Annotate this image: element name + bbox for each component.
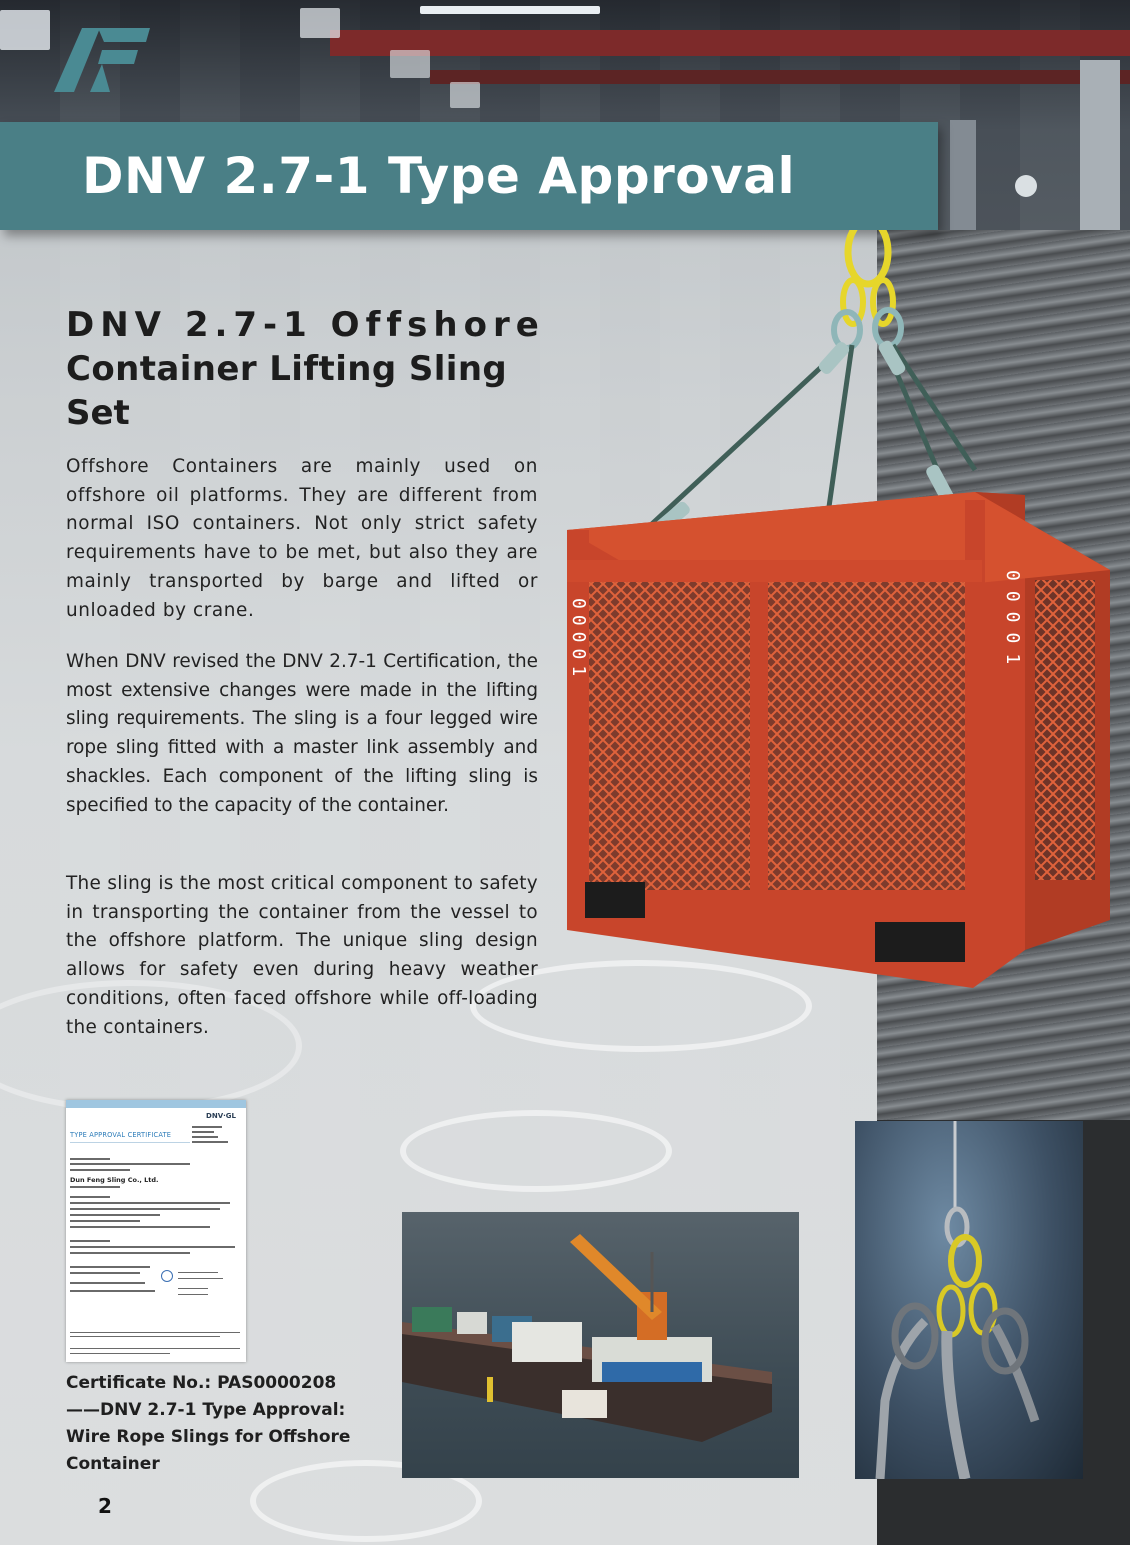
certificate-seal-icon — [161, 1270, 173, 1282]
caption-line: Certificate No.: PAS0000208 — [66, 1373, 337, 1393]
text-line — [70, 1163, 190, 1165]
certificate-header-bar — [66, 1100, 246, 1108]
text-line — [178, 1272, 218, 1273]
heading-line: Set — [66, 393, 130, 433]
certificate-thumbnail — [66, 1100, 246, 1362]
text-line — [70, 1186, 120, 1188]
text-line — [70, 1220, 140, 1222]
text-line — [70, 1272, 140, 1274]
footer-line — [70, 1348, 240, 1349]
text-line — [70, 1290, 155, 1292]
crane-beam — [330, 30, 1130, 56]
text-line — [70, 1332, 240, 1333]
window — [390, 50, 430, 78]
text-line — [192, 1126, 222, 1128]
certificate-caption — [66, 1370, 366, 1478]
caption-line: Wire Rope Slings for Offshore — [66, 1427, 351, 1447]
article-paragraph: Offshore Containers are mainly used on offshore oil platforms. They are different from normal ISO containers. Not only strict safety requirements have to be met, but also they are mainly transported by barge and lifted or unloaded by crane. — [66, 456, 538, 621]
certificate-title: TYPE APPROVAL CERTIFICATE — [70, 1131, 172, 1139]
barge-crane-photo — [402, 1212, 799, 1478]
text-line — [70, 1208, 220, 1210]
text-line — [70, 1282, 145, 1284]
rope-coil-decoration — [400, 1110, 672, 1192]
ceiling-light — [420, 6, 600, 14]
storm-sling-photo — [855, 1121, 1083, 1479]
caption-line: Container — [66, 1454, 160, 1474]
text-line — [178, 1278, 223, 1279]
window — [450, 82, 480, 108]
sling-chain-illustration — [855, 1121, 1083, 1479]
text-line — [192, 1136, 218, 1138]
container-serial: 00001 — [1002, 570, 1023, 675]
af-logo-icon — [52, 20, 152, 94]
text-line — [70, 1169, 130, 1171]
text-line — [70, 1226, 210, 1228]
container-serial: 00001 — [568, 598, 589, 683]
text-line — [192, 1131, 214, 1133]
certificate-company: Dun Feng Sling Co., Ltd. — [70, 1176, 159, 1184]
container-sling-photo — [555, 230, 1130, 1000]
crane-beam — [430, 70, 1130, 84]
window — [0, 10, 50, 50]
barge-illustration — [402, 1212, 799, 1478]
heading-line: Container Lifting Sling — [66, 349, 508, 389]
rule-line — [70, 1142, 190, 1143]
text-line — [70, 1158, 110, 1160]
text-line — [70, 1240, 110, 1242]
text-line — [70, 1196, 110, 1198]
text-line — [70, 1246, 235, 1248]
article-heading — [66, 303, 546, 435]
article-paragraph: When DNV revised the DNV 2.7-1 Certification, the most extensive changes were made in the lifting sling requirements. The sling is a four legged wire rope sling fitted with a master link assembly and shackles. Each component of the lifting sling is specified to the capacity of the container. — [66, 651, 538, 816]
ceiling-light — [1015, 175, 1037, 197]
text-line — [178, 1294, 208, 1295]
text-line — [178, 1288, 208, 1289]
heading-line: DNV 2.7-1 Offshore — [66, 305, 545, 345]
text-line — [192, 1141, 228, 1143]
article-paragraph: The sling is the most critical component to safety in transporting the container from the vessel to the offshore platform. The unique sling design allows for safety even during heavy weather conditions, often faced offshore while off-loading the containers. — [66, 873, 538, 1038]
page-number: 2 — [98, 1494, 112, 1518]
text-line — [70, 1336, 220, 1337]
certificate-brand: DNV·GL — [206, 1112, 236, 1120]
text-line — [70, 1252, 190, 1254]
text-line — [70, 1214, 160, 1216]
window — [300, 8, 340, 38]
footer-line — [70, 1353, 170, 1354]
caption-line: ——DNV 2.7-1 Type Approval: — [66, 1400, 346, 1420]
text-line — [70, 1266, 150, 1268]
text-line — [70, 1202, 230, 1204]
page-title: DNV 2.7-1 Type Approval — [82, 147, 796, 205]
